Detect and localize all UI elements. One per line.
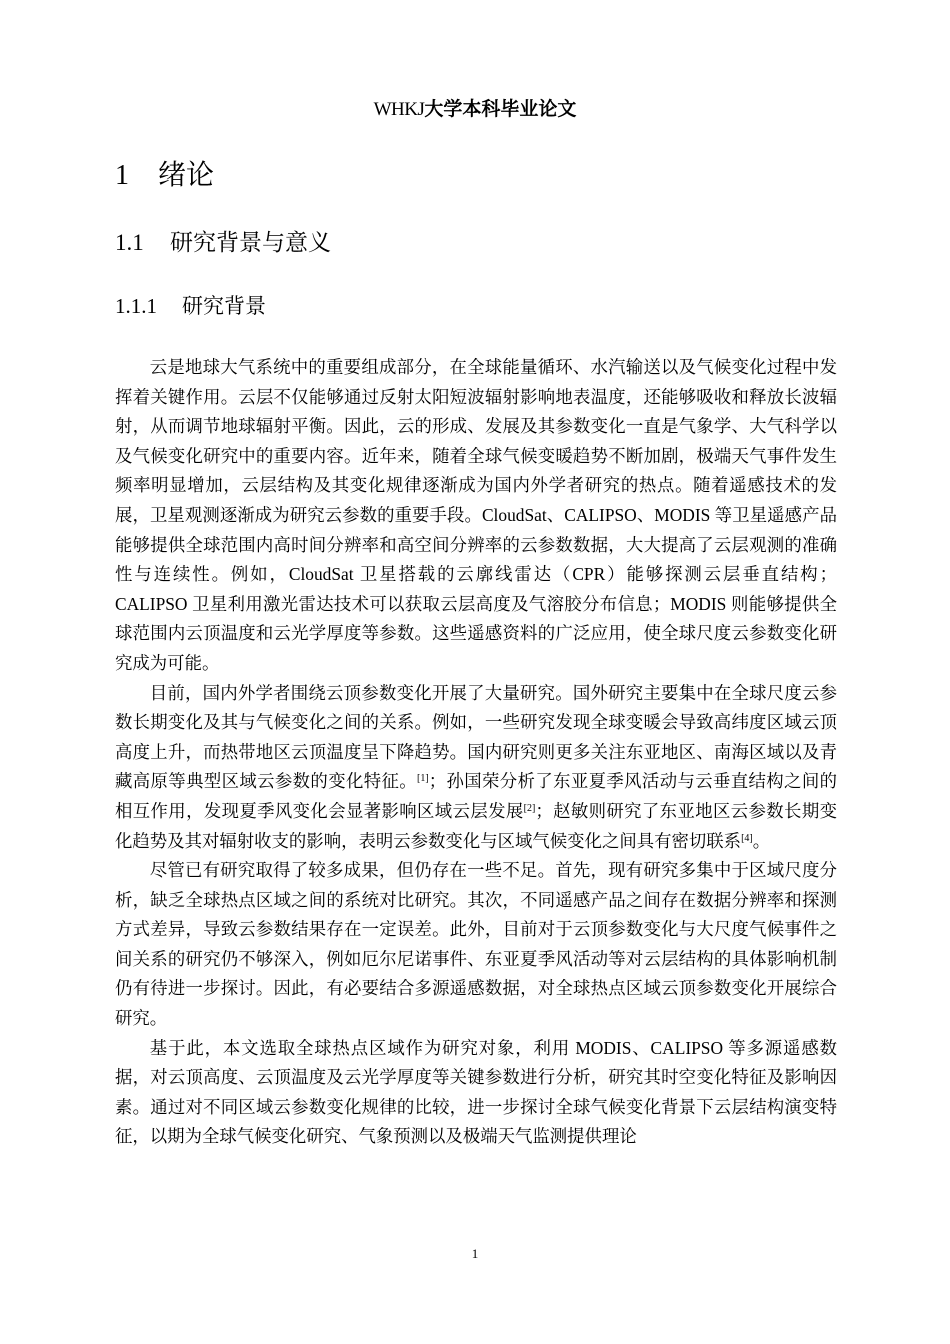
section-title: 研究背景与意义 xyxy=(170,230,331,256)
paragraph-2 xyxy=(115,679,837,857)
citation-1: [1] xyxy=(417,773,429,785)
chapter-number: 1 xyxy=(115,160,129,191)
paragraph-2-segment-2: ；孙国荣分析了东亚夏季风活动与云垂直结构之间的相互作用，发现夏季风变化会显著影响区域云层发展 xyxy=(115,771,837,821)
header-school-code: WHKJ xyxy=(373,99,425,120)
paragraph-1: 云是地球大气系统中的重要组成部分，在全球能量循环、水汽输送以及气候变化过程中发挥着关键作用。云层不仅能够通过反射太阳短波辐射影响地表温度，还能够吸收和释放长波辐射，从而调节地球辐射平衡。因此，云的形成、发展及其参数变化一直是气象学、大气科学以及气候变化研究中的重要内容。近年来，随着全球气候变暖趋势不断加剧，极端天气事件发生频率明显增加，云层结构及其变化规律逐渐成为国内外学者研究的热点。随着遥感技术的发展，卫星观测逐渐成为研究云参数的重要手段。CloudSat、CALIPSO、MODIS 等卫星遥感产品能够提供全球范围内高时间分辨率和高空间分辨率的云参数数据，大大提高了云层观测的准确性与连续性。例如，CloudSat 卫星搭载的云廓线雷达（CPR）能够探测云层垂直结构；CALIPSO 卫星利用激光雷达技术可以获取云层高度及气溶胶分布信息；MODIS 则能够提供全球范围内云顶温度和云光学厚度等参数。这些遥感资料的广泛应用，使全球尺度云参数变化研究成为可能。 xyxy=(115,357,837,673)
paragraph-2-segment-4: 。 xyxy=(752,830,771,851)
running-header xyxy=(0,96,950,123)
subsection-number: 1.1.1 xyxy=(115,294,157,318)
subsection-title: 研究背景 xyxy=(182,294,266,318)
citation-4: [4] xyxy=(741,832,753,844)
section-number: 1.1 xyxy=(115,230,144,255)
chapter-title: 绪论 xyxy=(158,158,215,191)
paragraph-4: 基于此，本文选取全球热点区域作为研究对象，利用 MODIS、CALIPSO 等多源遥感数据，对云顶高度、云顶温度及云光学厚度等关键参数进行分析，研究其时空变化特征及影响因素。通过对不同区域云参数变化规律的比较，进一步探讨全球气候变化背景下云层结构演变特征，以期为全球气候变化研究、气象预测以及极端天气监测提供理论 xyxy=(115,1037,837,1147)
section-heading xyxy=(115,227,331,259)
header-title: 大学本科毕业论文 xyxy=(424,98,577,120)
paragraph-3: 尽管已有研究取得了较多成果，但仍存在一些不足。首先，现有研究多集中于区域尺度分析，缺乏全球热点区域之间的系统对比研究。其次，不同遥感产品之间存在数据分辨率和探测方式差异，导致云参数结果存在一定误差。此外，目前对于云顶参数变化与大尺度气候事件之间关系的研究仍不够深入，例如厄尔尼诺事件、东亚夏季风活动等对云层结构的具体影响机制仍有待进一步探讨。因此，有必要结合多源遥感数据，对全球热点区域云顶参数变化开展综合研究。 xyxy=(115,860,837,1029)
chapter-heading xyxy=(115,156,214,195)
citation-2: [2] xyxy=(523,802,536,814)
paragraph-2-segment-1: 目前，国内外学者围绕云顶参数变化开展了大量研究。国外研究主要集中在全球尺度云参数长期变化及其与气候变化之间的关系。例如，一些研究发现全球变暖会导致高纬度区域云顶高度上升，而热带地区云顶温度呈下降趋势。国内研究则更多关注东亚地区、南海区域以及青藏高原等典型区域云参数的变化特征。 xyxy=(115,682,837,792)
page-number: 1 xyxy=(471,1246,479,1261)
body-text xyxy=(115,353,837,1152)
paragraph-2-segment-3: ；赵敏则研究了东亚地区云参数长期变化趋势及其对辐射收支的影响，表明云参数变化与区域气候变化之间具有密切联系 xyxy=(115,800,837,851)
subsection-heading xyxy=(115,291,266,321)
